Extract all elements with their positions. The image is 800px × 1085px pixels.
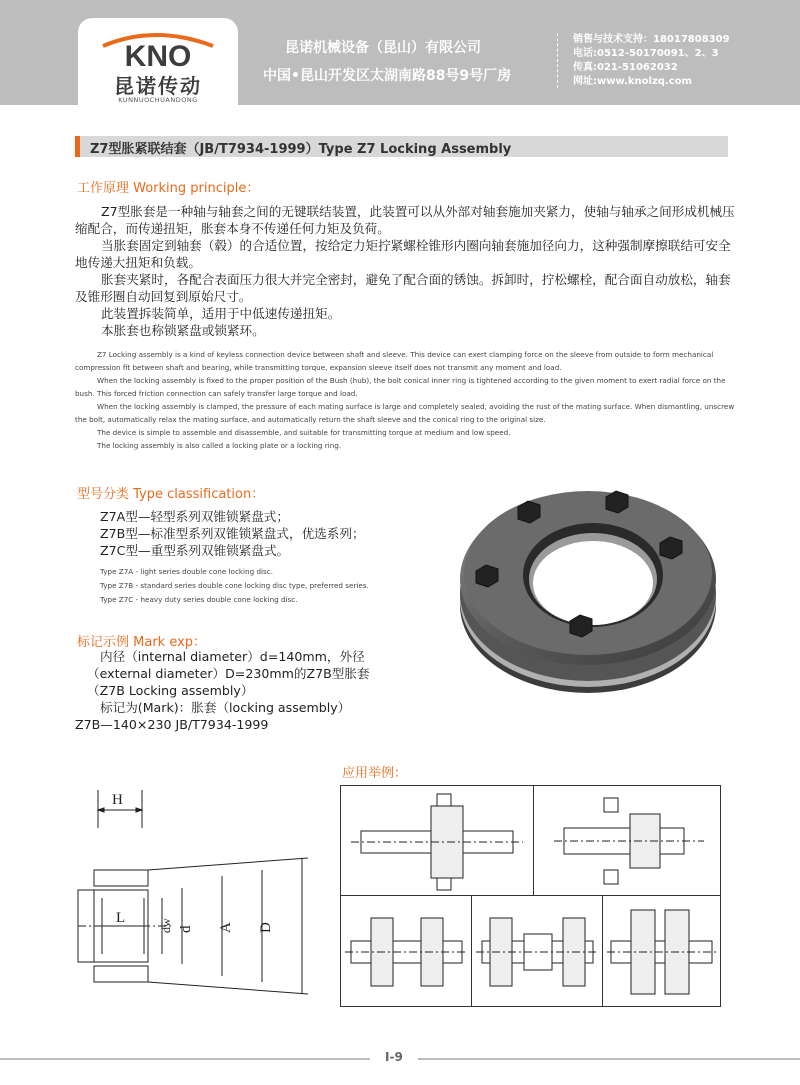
company-logo	[78, 18, 238, 105]
dim-label-d-small: d	[178, 925, 194, 933]
logo-chinese-name: 昆诺传动	[114, 74, 202, 98]
working-en-paragraph-2: When the locking assembly is fixed to the proper position of the Bush (hub), the bolt conical inner ring is tightened according to the given moment to exert radial force on the bush. This forced friction connection can safely transfer large torque and load.	[75, 376, 726, 398]
working-cn-paragraph-3: 胀套夹紧时，各配合表面压力很大并完全密封，避免了配合面的锈蚀。拆卸时，拧松螺栓，配合面自动放松，轴套及锥形圈自动回复到原始尺寸。	[75, 272, 731, 304]
mark-line-3: （Z7B Locking assembly）	[87, 683, 254, 698]
working-cn-paragraph-5: 本胀套也称锁紧盘或锁紧环。	[101, 323, 265, 338]
contact-website: 网址:www.knolzq.com	[573, 76, 692, 87]
working-en-paragraph-1: Z7 Locking assembly is a kind of keyless connection device between shaft and sleeve. This device can exert clamping force on the sleeve from outside to form mechanical compression fit between shaft and bearing, while transmitting torque, expansion sleeve itself does not transmit any moment and load.	[75, 350, 714, 372]
footer-line-right	[418, 1058, 800, 1060]
working-en-paragraph-4: The device is simple to assemble and disassemble, and suitable for transmitting torque at medium and low speed.	[97, 428, 511, 437]
application-diagram-5	[602, 895, 721, 1007]
logo-english-name: KUNNUOCHUANDONG	[118, 96, 198, 104]
type-z7a-en: Type Z7A - light series double cone locking disc.	[100, 567, 273, 576]
application-examples-heading: 应用举例：	[342, 766, 408, 781]
dimension-drawing	[72, 778, 330, 1020]
working-cn-paragraph-1: Z7型胀套是一种轴与轴套之间的无键联结装置，此装置可以从外部对轴套施加夹紧力，使轴与轴承之间形成机械压缩配合，而传递扭矩，胀套本身不传递任何力矩及负荷。	[75, 204, 735, 236]
contact-fax: 传真:021-51062032	[573, 62, 678, 73]
working-cn-paragraph-2: 当胀套固定到轴套（毂）的合适位置，按给定力矩拧紧螺栓锥形内圈向轴套施加径向力，这种强制摩擦联结可安全地传递大扭矩和负载。	[75, 238, 731, 270]
company-address: 中国•昆山开发区太湖南路88号9号厂房	[263, 68, 512, 84]
logo-text: KNO	[124, 40, 192, 68]
header-divider	[557, 33, 559, 88]
type-classification-heading: 型号分类 Type classification：	[77, 487, 265, 502]
type-z7b-en: Type Z7B - standard series double cone locking disc type, preferred series.	[100, 581, 369, 590]
footer-line-left	[0, 1058, 370, 1060]
mark-example-heading: 标记示例 Mark exp：	[77, 635, 207, 650]
working-en-paragraph-3: When the locking assembly is clamped, the pressure of each mating surface is large and completely sealed, avoiding the rust of the mating surface. When dismantling, unscrew the bolt, automatically relax the mating surface, and automatically return the shaft sleeve and the conical ring to the original size.	[75, 402, 735, 424]
working-cn-paragraph-4: 此装置拆装简单，适用于中低速传递扭矩。	[101, 306, 341, 321]
mark-line-1: 内径（internal diameter）d=140mm，外径	[100, 649, 365, 664]
contact-phone: 电话:0512-50170091、2、3	[573, 48, 719, 59]
company-name: 昆诺机械设备（昆山）有限公司	[285, 40, 481, 56]
page-header	[0, 0, 800, 105]
dim-label-l: L	[116, 910, 126, 926]
page-number: I-9	[385, 1050, 403, 1064]
type-z7c-en: Type Z7C - heavy duty series double cone locking disc.	[100, 595, 298, 604]
mark-line-2: （external diameter）D=230mm的Z7B型胀套	[87, 666, 370, 681]
mark-line-5: Z7B—140×230 JB/T7934-1999	[75, 717, 269, 732]
type-z7a-cn: Z7A型—轻型系列双锥锁紧盘式；	[100, 509, 289, 524]
working-principle-heading: 工作原理 Working principle：	[77, 181, 260, 196]
page-title: Z7型胀紧联结套（JB/T7934-1999）Type Z7 Locking Assembly	[90, 142, 512, 157]
working-en-paragraph-5: The locking assembly is also called a locking plate or a locking ring.	[97, 441, 342, 450]
application-diagram-2	[533, 785, 721, 897]
dim-label-d-large: D	[258, 922, 274, 933]
application-diagram-4	[471, 895, 604, 1007]
logo-mark-icon	[95, 28, 221, 68]
dim-label-a: A	[218, 922, 234, 933]
mark-line-4: 标记为(Mark)：胀套（locking assembly）	[100, 700, 351, 715]
application-diagram-3	[340, 895, 473, 1007]
type-z7b-cn: Z7B型—标准型系列双锥锁紧盘式，优选系列；	[100, 526, 365, 541]
dim-label-h: H	[112, 792, 123, 808]
contact-sales: 销售与技术支持：18017808309	[573, 34, 730, 45]
section-title-bar	[75, 136, 728, 157]
type-z7c-cn: Z7C型—重型系列双锥锁紧盘式。	[100, 543, 290, 558]
dim-label-dw: dw	[159, 918, 173, 933]
product-photo	[448, 475, 728, 700]
application-diagram-1	[340, 785, 534, 897]
